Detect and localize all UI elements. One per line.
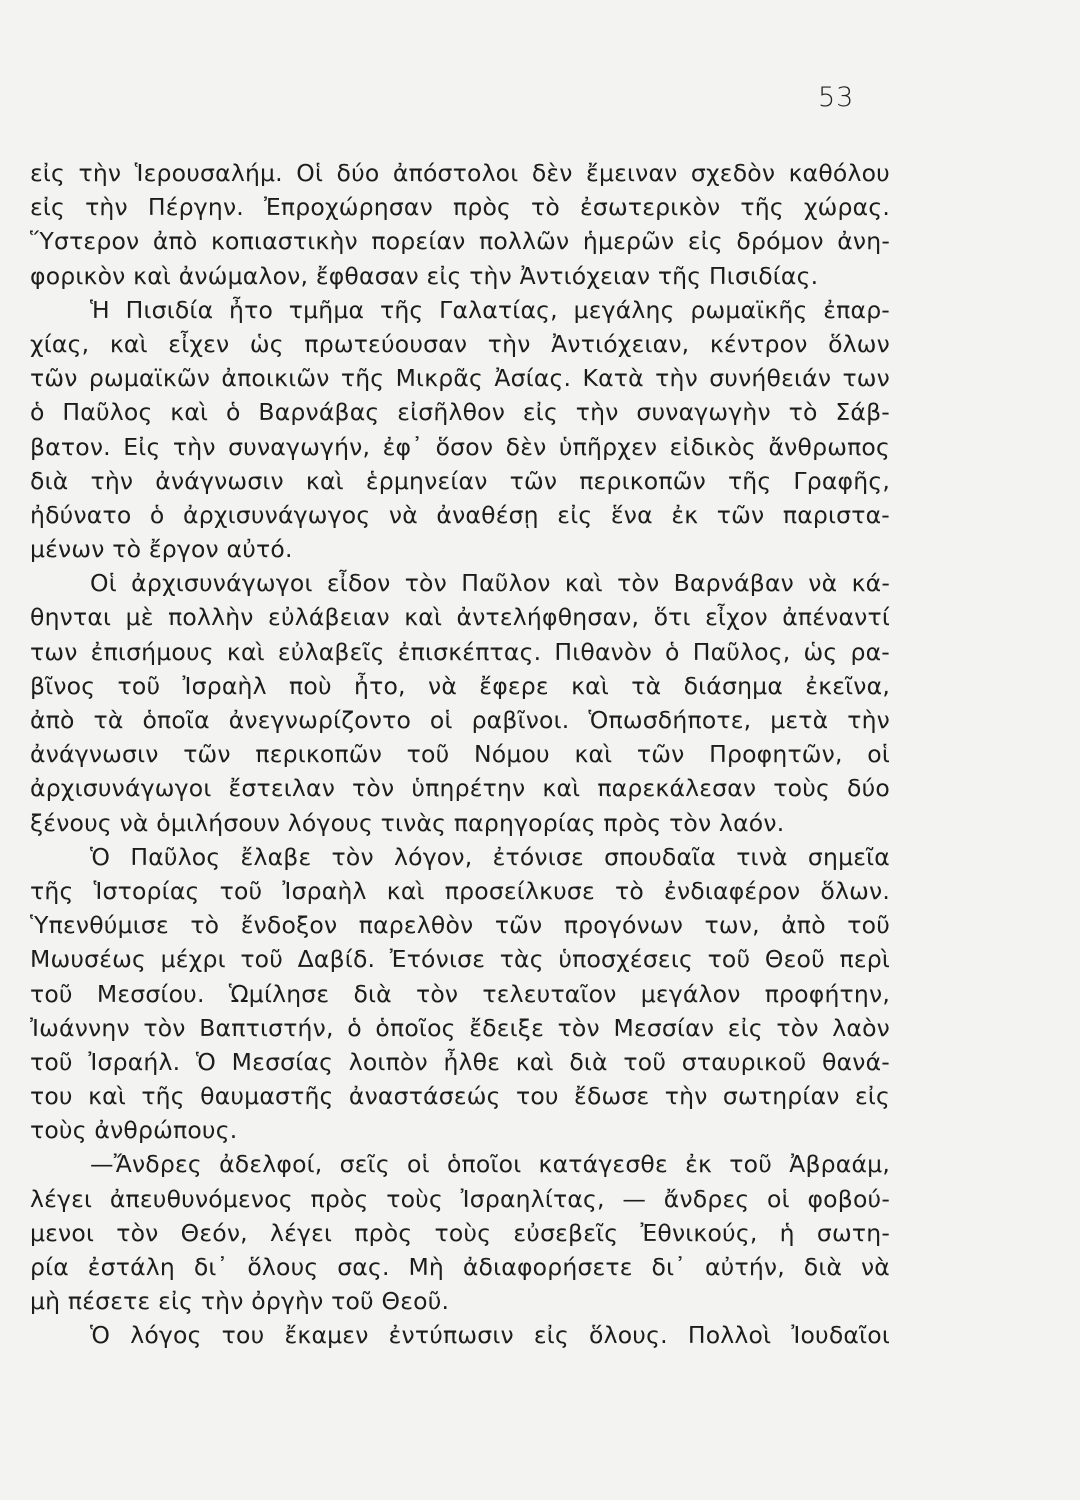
text-line: εἰς τὴν Πέργην. Ἐπροχώρησαν πρὸς τὸ ἐσωτερικὸν τῆς χώρας.	[30, 193, 890, 222]
text-line: διὰ τὴν ἀνάγνωσιν καὶ ἑρμηνείαν τῶν περικοπῶν τῆς Γραφῆς,	[30, 466, 890, 495]
text-line: μὴ πέσετε εἰς τὴν ὀργὴν τοῦ Θεοῦ.	[30, 1287, 450, 1316]
text-line: Οἱ ἀρχισυνάγωγοι εἶδον τὸν Παῦλον καὶ τὸν Βαρνάβαν νὰ κά-	[90, 569, 890, 598]
text-line: ξένους νὰ ὁμιλήσουν λόγους τινὰς παρηγορίας πρὸς τὸν λαόν.	[30, 808, 785, 837]
text-line: ἀπὸ τὰ ὁποῖα ἀνεγνωρίζοντο οἱ ραβῖνοι. Ὁπωσδήποτε, μετὰ τὴν	[30, 706, 890, 734]
text-line: λέγει ἀπευθυνόμενος πρὸς τοὺς Ἰσραηλίτας, — ἄνδρες οἱ φοβού-	[30, 1184, 890, 1213]
text-line: Ἰωάννην τὸν Βαπτιστήν, ὁ ὁποῖος ἔδειξε τὸν Μεσσίαν εἰς τὸν λαὸν	[30, 1013, 890, 1042]
text-line: Μωυσέως μέχρι τοῦ Δαβίδ. Ἐτόνισε τὰς ὑποσχέσεις τοῦ Θεοῦ περὶ	[30, 945, 890, 974]
text-line: τοὺς ἀνθρώπους.	[30, 1116, 238, 1145]
text-line: φορικὸν καὶ ἀνώμαλον, ἔφθασαν εἰς τὴν Ἀντιόχειαν τῆς Πισιδίας.	[30, 261, 819, 290]
page-number: 53	[818, 82, 855, 113]
text-line: τῆς Ἱστορίας τοῦ Ἰσραὴλ καὶ προσείλκυσε τὸ ἐνδιαφέρον ὅλων.	[30, 876, 890, 905]
text-line: εἰς τὴν Ἱερουσαλήμ. Οἱ δύο ἀπόστολοι δὲν ἔμειναν σχεδὸν καθόλου	[30, 159, 890, 187]
text-line: —Ἄνδρες ἀδελφοί, σεῖς οἱ ὁποῖοι κατάγεσθε ἐκ τοῦ Ἀβραάμ,	[90, 1150, 890, 1179]
text-line: Ὕστερον ἀπὸ κοπιαστικὴν πορείαν πολλῶν ἡμερῶν εἰς δρόμον ἀνη-	[30, 227, 890, 256]
text-line: ὁ Παῦλος καὶ ὁ Βαρνάβας εἰσῆλθον εἰς τὴν συναγωγὴν τὸ Σάβ-	[30, 398, 890, 427]
text-line: ρία ἐστάλη δι᾽ ὅλους σας. Μὴ ἀδιαφορήσετε δι᾽ αὐτήν, διὰ νὰ	[30, 1253, 890, 1281]
text-line: Ὑπενθύμισε τὸ ἔνδοξον παρελθὸν τῶν προγόνων των, ἀπὸ τοῦ	[30, 911, 890, 940]
text-line: μενοι τὸν Θεόν, λέγει πρὸς τοὺς εὐσεβεῖς Ἐθνικούς, ἡ σωτη-	[30, 1218, 890, 1247]
text-line: ἀρχισυνάγωγοι ἔστειλαν τὸν ὑπηρέτην καὶ παρεκάλεσαν τοὺς δύο	[30, 774, 890, 803]
text-line: Ὁ λόγος του ἔκαμεν ἐντύπωσιν εἰς ὅλους. Πολλοὶ Ἰουδαῖοι	[90, 1321, 890, 1350]
text-line: μένων τὸ ἔργον αὐτό.	[30, 535, 293, 564]
text-line: ἀνάγνωσιν τῶν περικοπῶν τοῦ Νόμου καὶ τῶν Προφητῶν, οἱ	[30, 740, 890, 769]
text-line: τοῦ Ἰσραήλ. Ὁ Μεσσίας λοιπὸν ἦλθε καὶ διὰ τοῦ σταυρικοῦ θανά-	[30, 1047, 890, 1076]
text-line: τοῦ Μεσσίου. Ὡμίλησε διὰ τὸν τελευταῖον μεγάλον προφήτην,	[30, 979, 890, 1008]
text-line: ἠδύνατο ὁ ἀρχισυνάγωγος νὰ ἀναθέσῃ εἰς ἕνα ἐκ τῶν παριστα-	[30, 500, 890, 529]
text-line: βῖνος τοῦ Ἰσραὴλ ποὺ ἦτο, νὰ ἔφερε καὶ τὰ διάσημα ἐκεῖνα,	[30, 671, 890, 700]
text-line: βατον. Εἰς τὴν συναγωγήν, ἐφ᾽ ὅσον δὲν ὑπῆρχεν εἰδικὸς ἄνθρωπος	[30, 432, 890, 461]
text-line: του καὶ τῆς θαυμαστῆς ἀναστάσεώς του ἔδωσε τὴν σωτηρίαν εἰς	[30, 1082, 890, 1111]
text-line: Ὁ Παῦλος ἔλαβε τὸν λόγον, ἐτόνισε σπουδαῖα τινὰ σημεῖα	[90, 842, 890, 871]
body-text	[30, 156, 890, 1353]
text-line: των ἐπισήμους καὶ εὐλαβεῖς ἐπισκέπτας. Πιθανὸν ὁ Παῦλος, ὡς ρα-	[30, 637, 890, 666]
text-line: χίας, καὶ εἶχεν ὡς πρωτεύουσαν τὴν Ἀντιόχειαν, κέντρον ὅλων	[30, 329, 890, 358]
text-line: Ἡ Πισιδία ἦτο τμῆμα τῆς Γαλατίας, μεγάλης ρωμαϊκῆς ἐπαρ-	[90, 295, 890, 324]
text-line: τῶν ρωμαϊκῶν ἀποικιῶν τῆς Μικρᾶς Ἀσίας. Κατὰ τὴν συνήθειάν των	[30, 364, 890, 393]
text-line: θηνται μὲ πολλὴν εὐλάβειαν καὶ ἀντελήφθησαν, ὅτι εἶχον ἀπέναντί	[30, 603, 890, 632]
